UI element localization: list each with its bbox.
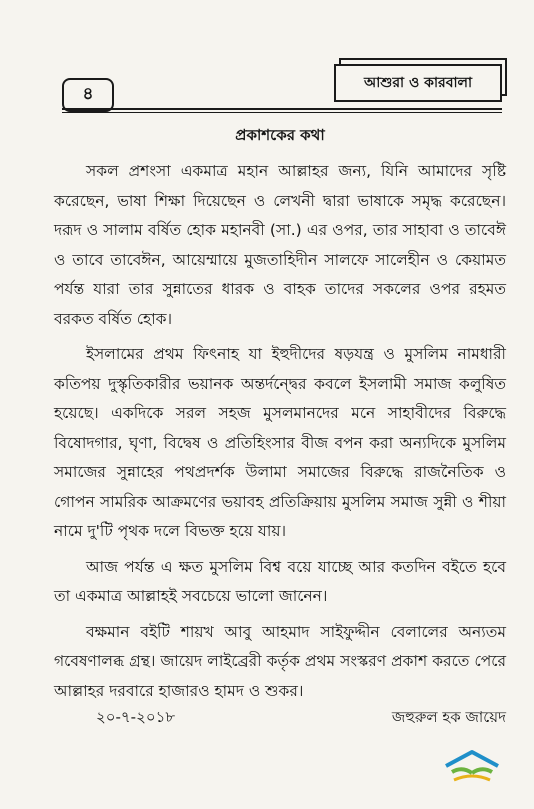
- preface-body: [54, 124, 506, 712]
- signoff-author: জহুরুল হক জায়েদ: [391, 708, 506, 726]
- signoff-date: ২০-৭-২০১৮: [96, 708, 176, 726]
- signoff: [96, 706, 506, 731]
- paragraph-praise: সকল প্রশংসা একমাত্র মহান আল্লাহর জন্য, যিনি আমাদের সৃষ্টি করেছেন, ভাষা শিক্ষা দিয়েছেন ও লেখনী দ্বারা ভাষাকে সমৃদ্ধ করেছেন। দরূদ ও সালাম বর্ষিত হোক মহানবী (সা.) এর ওপর, তার সাহাবা ও তাবেঈ ও তাবে তাবেঈন, আয়েম্মায়ে মুজতাহিদীন সালফে সালেহীন ও কেয়ামত পর্যন্ত যারা তার সুন্নাতের ধারক ও বাহক তাদের সকলের ওপর রহমত বরকত বর্ষিত হোক।: [54, 162, 506, 328]
- paragraph-book: বক্ষমান বইটি শায়খ আবু আহমাদ সাইফুদ্দীন বেলালের অন্যতম গবেষণালব্ধ গ্রন্থ। জায়েদ লাইব্রেরী কর্তৃক প্রথম সংস্করণ প্রকাশ করতে পেরে আল্লাহর দরবারে হাজারও হামদ ও শুকর।: [54, 622, 506, 700]
- logo-base: [454, 776, 490, 780]
- book-title-label: আশুরা ও কারবালা: [334, 64, 502, 102]
- paragraph-wound: আজ পর্যন্ত এ ক্ষত মুসলিম বিশ্ব বয়ে যাচ্ছে আর কতদিন বইতে হবে তা একমাত্র আল্লাহই সবচেয়ে ভালো জানেন।: [54, 557, 506, 605]
- header-rule-thin: [62, 112, 502, 113]
- paragraph-fitnah: ইসলামের প্রথম ফিৎনাহ যা ইহুদীদের ষড়যন্ত্র ও মুসলিম নামধারী কতিপয় দুস্কৃতিকারীর ভয়ানক অন্তর্দন্দ্বের কবলে ইসলামী সমাজ কলুষিত হয়েছে। একদিকে সরল সহজ মুসলমানদের মনে সাহাবীদের বিরুদ্ধে বিষোদগার, ঘৃণা, বিদ্বেষ ও প্রতিহিংসার বীজ বপন করা অন্যদিকে মুসলিম সমাজের সুন্নাহের পথপ্রদর্শক উলামা সমাজের বিরুদ্ধে রাজনৈতিক ও গোপন সামরিক আক্রমণের ভয়াবহ প্রতিক্রিয়ায় মুসলিম সমাজ সুন্নী ও শীয়া নামে দু'টি পৃথক দলে বিভক্ত হয়ে যায়।: [54, 345, 506, 540]
- publisher-logo-icon: [442, 746, 502, 786]
- logo-book-left: [452, 769, 472, 773]
- page-number: ৪: [62, 78, 114, 112]
- logo-roof: [446, 752, 498, 766]
- logo-book-right: [472, 769, 492, 773]
- header-rule: [62, 108, 502, 110]
- section-heading: প্রকাশকের কথা: [235, 126, 325, 144]
